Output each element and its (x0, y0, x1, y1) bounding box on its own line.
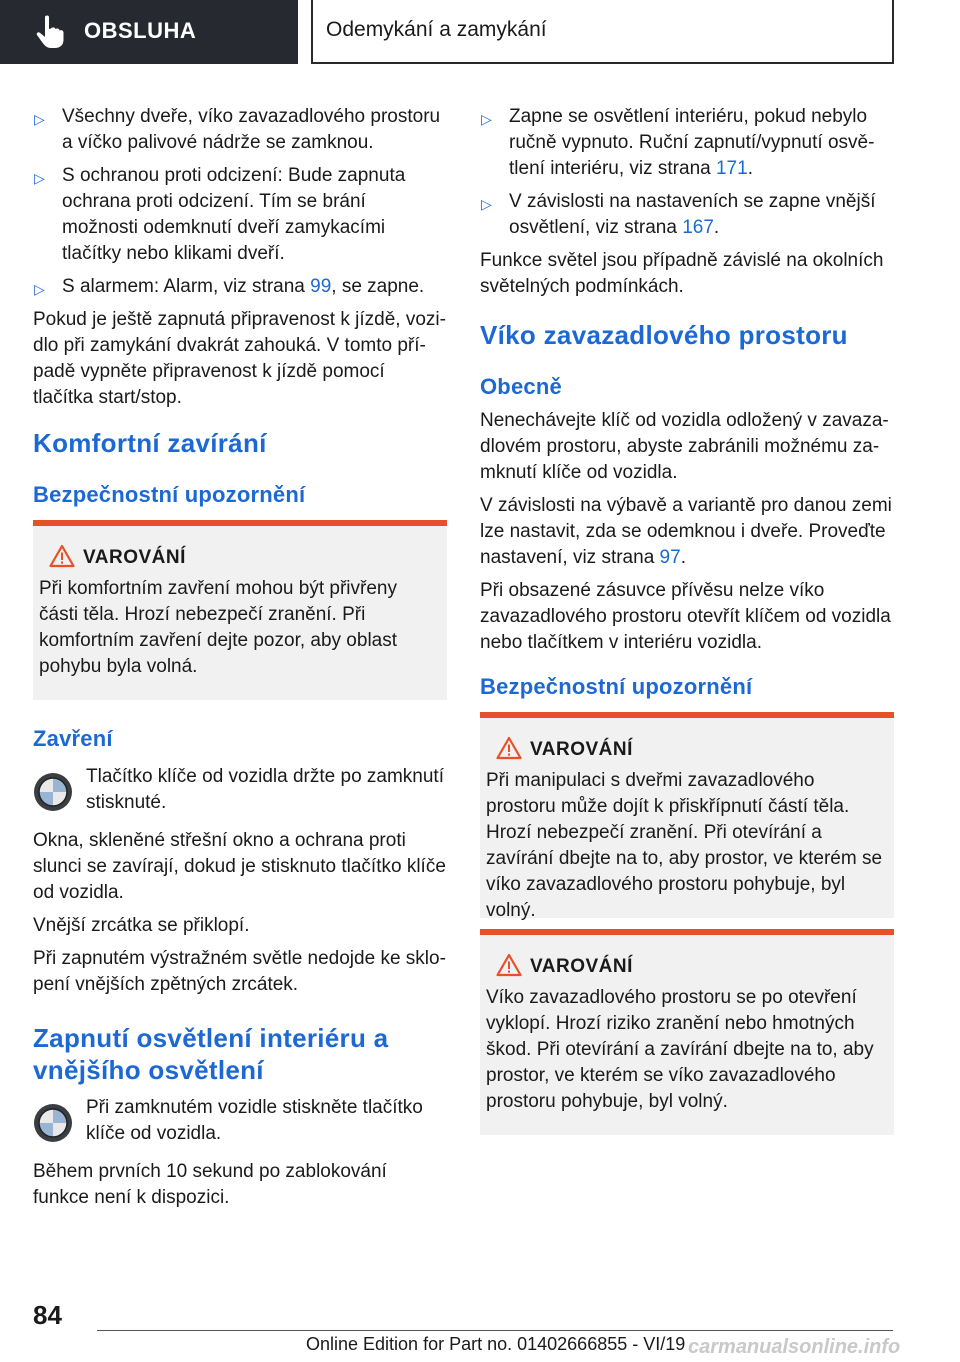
triangle-bullet-icon: ▷ (34, 281, 45, 297)
header-chapter-title: Odemykání a zamykání (326, 18, 547, 41)
list-item: ▷ Všechny dveře, víko zavazadlového prostoru a víčko palivové nádrže se zamknou. (34, 106, 441, 153)
heading-bezpecnostni-upozorneni: Bezpečnostní upozornění (33, 482, 306, 507)
triangle-bullet-icon: ▷ (34, 170, 45, 186)
paragraph: Okna, skleněné střešní okno a ochrana proti slunci se zavírají, dokud je stisknuto tlačítko klíče od vozidla. (33, 830, 446, 903)
warning-triangle-icon (496, 953, 522, 977)
left-column-2 (33, 764, 447, 1005)
paragraph: Během prvních 10 sekund po zablokování funkce není k dispozici. (33, 1161, 387, 1208)
left-column-3 (33, 1095, 447, 1218)
footer-edition: Online Edition for Part no. 01402666855 - VI/19 (306, 1334, 686, 1354)
list-item: ▷ S alarmem: Alarm, viz strana 99, se zapne. (33, 274, 447, 300)
page-link[interactable]: 97 (659, 547, 681, 568)
warning-text: Víko zavazadlového prostoru se po otevření vyklopí. Hrozí riziko zranění nebo hmotných škod. Při otevírání a zavírání dbejte na to, aby prostor, ve kterém se víko zavazadlového prostoru pohybuje, byl volný. (486, 987, 874, 1112)
list-item: ▷ Zapne se osvětlení interiéru, pokud nebylo ručně vypnuto. Ruční zapnutí/vypnutí osvětlení interiéru, viz strana 171. (481, 106, 875, 179)
warning-text: Při manipulaci s dveřmi zavazadlového prostoru může dojít k přiskřípnutí částí těla. Hrozí nebezpečí zranění. Při otevírání a zavírání dbejte na to, aby prostor, ve kterém se víko zavazadlového prostoru pohybuje, byl volný. (486, 770, 883, 921)
triangle-bullet-icon: ▷ (34, 111, 45, 127)
paragraph: V závislosti na výbavě a variantě pro danou zemi lze nastavit, zda se odemknou i dveře. Proveďte nastavení, viz strana 97. (480, 495, 892, 568)
vehicle-key-icon (33, 772, 73, 812)
heading-komfortni-zavirani: Komfortní zavírání (33, 428, 267, 458)
warning-title: VAROVÁNÍ (530, 956, 633, 977)
right-column (480, 104, 894, 307)
warning-triangle-icon (49, 544, 75, 568)
paragraph: Nenechávejte klíč od vozidla odložený v zavazadlovém prostoru, abyste zabránili možnému zamknutí klíče od vozidla. (480, 410, 889, 483)
right-column-2 (480, 408, 894, 663)
heading-bezpecnostni-upozorneni: Bezpečnostní upozornění (480, 674, 753, 699)
warning-text: Při komfortním zavření mohou být přivřeny části těla. Hrozí nebezpečí zranění. Při komfortním zavření dejte pozor, aby oblast pohybu byla volná. (39, 578, 398, 677)
warning-box (33, 520, 447, 700)
list-item: ▷ V závislosti na nastaveních se zapne vnější osvětlení, viz strana 167. (481, 191, 876, 238)
page-number: 84 (33, 1300, 62, 1330)
footer-divider (97, 1330, 893, 1331)
header-section-title: OBSLUHA (84, 18, 197, 43)
warning-box (480, 929, 894, 1135)
heading-zapnuti-osvetleni: Zapnutí osvětlení interiéru a vnějšího osvětlení (33, 1023, 389, 1085)
paragraph: Při zapnutém výstražném světle nedojde ke sklopení vnějších zpětných zrcátek. (33, 948, 446, 995)
warning-box (480, 712, 894, 921)
list-item: ▷ S ochranou proti odcizení: Bude zapnuta ochrana proti odcizení. Tím se brání možnosti odemknutí dveří zamykacími tlačítky nebo klikami dveří. (34, 165, 406, 264)
triangle-bullet-icon: ▷ (481, 111, 492, 127)
paragraph: Pokud je ještě zapnutá připravenost k jízdě, vozidlo při zamykání dvakrát zahouká. V tomto případě vypněte připravenost k jízdě pomocí tlačítka start/stop. (33, 309, 446, 408)
warning-triangle-icon (496, 736, 522, 760)
paragraph: Při obsazené zásuvce přívěsu nelze víko zavazadlového prostoru otevřít klíčem od vozidla nebo tlačítkem v interiéru vozidla. (480, 580, 891, 653)
key-instruction: Při zamknutém vozidle stiskněte tlačítko klíče od vozidla. (33, 1095, 447, 1149)
heading-viko-zavazadloveho-prostoru: Víko zavazadlového prostoru (480, 320, 848, 350)
warning-title: VAROVÁNÍ (83, 547, 186, 568)
page-link[interactable]: 171 (715, 158, 748, 179)
paragraph: Vnější zrcátka se přiklopí. (33, 915, 250, 936)
page-link[interactable]: 167 (682, 217, 714, 238)
heading-zavreni: Zavření (33, 726, 113, 751)
page-link[interactable]: 99 (310, 276, 332, 297)
paragraph: Funkce světel jsou případně závislé na okolních světelných podmínkách. (480, 250, 884, 297)
vehicle-key-icon (33, 1103, 73, 1143)
hand-pointer-icon (34, 14, 68, 50)
triangle-bullet-icon: ▷ (481, 196, 492, 212)
watermark: carmanualsonline.info (688, 1336, 901, 1358)
left-column (33, 104, 447, 418)
heading-obecne: Obecně (480, 374, 562, 399)
key-instruction: Tlačítko klíče od vozidla držte po zamknutí stisknuté. (33, 764, 447, 818)
warning-title: VAROVÁNÍ (530, 739, 633, 760)
